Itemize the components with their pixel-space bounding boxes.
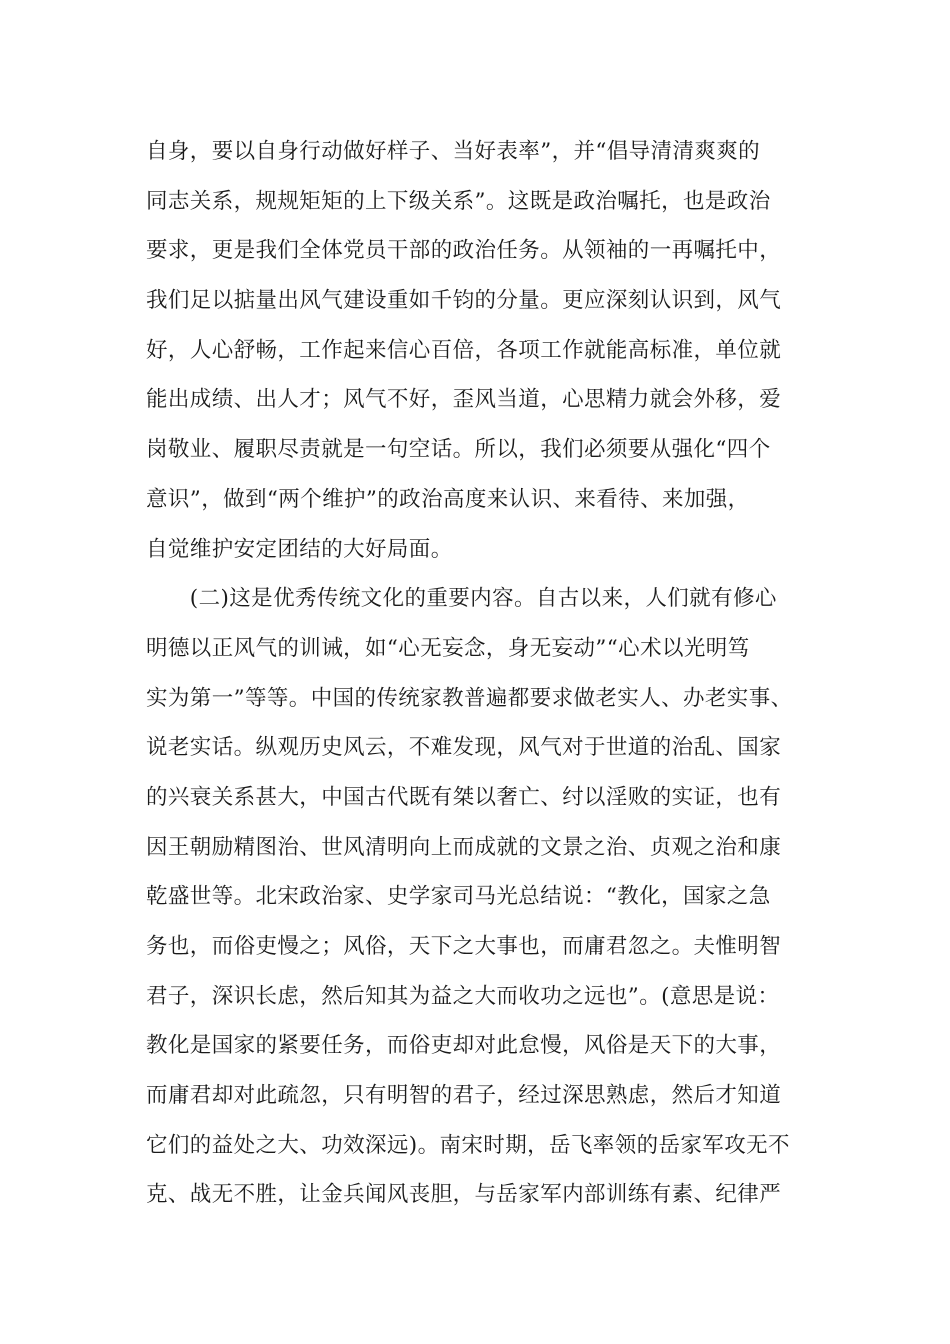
text-line: 自觉维护安定团结的大好局面。 <box>146 536 453 562</box>
text-line: 同志关系，规规矩矩的上下级关系”。这既是政治嘱托，也是政治 <box>146 188 771 214</box>
text-line: 实为第一”等等。中国的传统家教普遍都要求做老实人、办老实事、 <box>146 685 793 711</box>
text-line: 务也，而俗吏慢之；风俗，天下之大事也，而庸君忽之。夫惟明智 <box>146 934 782 959</box>
text-line: 克、战无不胜，让金兵闻风丧胆，与岳家军内部训练有素、纪律严 <box>146 1182 782 1208</box>
text-line: 教化是国家的紧要任务，而俗吏却对此怠慢，风俗是天下的大事， <box>146 1033 782 1059</box>
text-line: (二)这是优秀传统文化的重要内容。自古以来，人们就有修心 <box>146 586 777 612</box>
body-text <box>146 132 826 1225</box>
text-line: 好，人心舒畅，工作起来信心百倍，各项工作就能高标准，单位就 <box>146 337 782 363</box>
text-line: 意识”，做到“两个维护”的政治高度来认识、来看待、来加强， <box>146 486 750 512</box>
text-line: 说老实话。纵观历史风云，不难发现，风气对于世道的治乱、国家 <box>146 735 782 761</box>
text-line: 因王朝励精图治、世风清明向上而成就的文景之治、贞观之治和康 <box>146 834 782 860</box>
text-line: 自身，要以自身行动做好样子、当好表率”，并“倡导清清爽爽的 <box>146 139 761 164</box>
text-line: 它们的益处之大、功效深远)。南宋时期，岳飞率领的岳家军攻无不 <box>146 1132 790 1158</box>
text-line: 能出成绩、出人才；风气不好，歪风当道，心思精力就会外移，爱 <box>146 387 782 413</box>
text-line: 岗敬业、履职尽责就是一句空话。所以，我们必须要从强化“四个 <box>146 437 771 463</box>
text-line: 乾盛世等。北宋政治家、史学家司马光总结说：“教化，国家之急 <box>146 884 771 910</box>
text-line: 而庸君却对此疏忽，只有明智的君子，经过深思熟虑，然后才知道 <box>146 1083 782 1109</box>
text-line: 君子，深识长虑，然后知其为益之大而收功之远也”。(意思是说： <box>146 983 780 1009</box>
text-line: 明德以正风气的训诫，如“心无妄念，身无妄动”“心术以光明笃 <box>146 635 750 661</box>
text-line: 我们足以掂量出风气建设重如千钧的分量。更应深刻认识到，风气 <box>146 288 782 314</box>
text-line: 的兴衰关系甚大，中国古代既有桀以奢亡、纣以淫败的实证，也有 <box>146 784 782 810</box>
text-line: 要求，更是我们全体党员干部的政治任务。从领袖的一再嘱托中， <box>146 238 782 264</box>
